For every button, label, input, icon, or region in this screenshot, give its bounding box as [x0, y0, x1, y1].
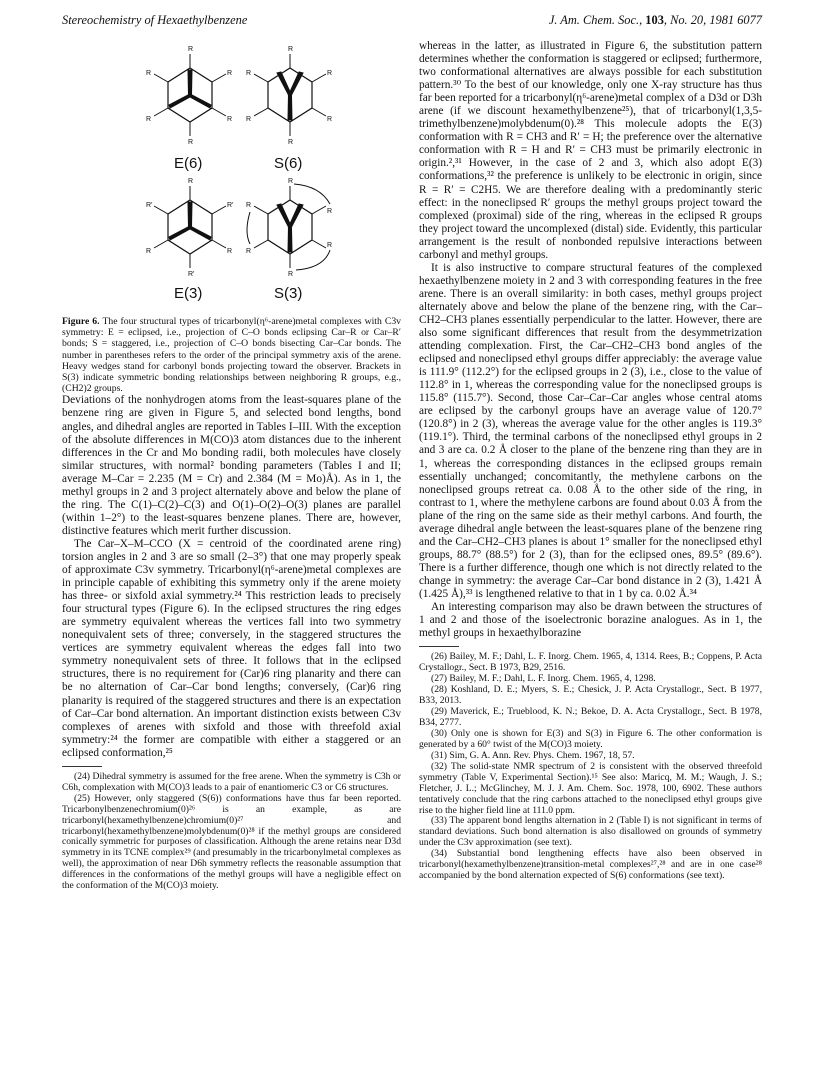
footnote: (24) Dihedral symmetry is assumed for the free arene. When the symmetry is C3h or C6h, complexation with M(CO)3 leads to a pair of enantiomeric C3 or C6 structures. — [62, 770, 401, 793]
svg-text:R: R — [327, 70, 333, 77]
label-s3: S(3) — [274, 285, 303, 302]
svg-text:R: R — [288, 271, 294, 278]
footnote: (33) The apparent bond lengths alternation in 2 (Table I) is not significant in terms of standard deviations. Such bond alternation is also disallowed on grounds of symmetry under the C3v approximation (see text). — [419, 815, 762, 849]
footnote: (26) Bailey, M. F.; Dahl, L. F. Inorg. Chem. 1965, 4, 1314. Rees, B.; Coppens, P. Acta Crystallogr., Sect. B 1973, B29, 2516. — [419, 651, 762, 674]
svg-text:R: R — [246, 70, 252, 77]
paragraph: The Car–X–M–CCO (X = centroid of the coordinated arene ring) torsion angles in 2 and 3 are so small (2–3°) that one may properly speak of approximate C3v symmetry. Tricarbonyl(η⁶-arene)metal complexes are in principle capable of exhibiting this symmetry only if the arene moiety has three- or sixfold axial symmetry.²⁴ This restriction leads to precisely four structural types (Figure 6). In the eclipsed structures the ring edges are symmetry equivalent whereas the vertices fall into two symmetry nonequivalent sets of three; conversely, in the staggered structures the vertices are symmetry equivalent whereas the edges fall into two symmetry nonequivalent sets of three. It follows that in the eclipsed structures, there is no requirement for (Car)6 ring planarity and there can be no alternation of Car–Car bond lengths; conversely, (Car)6 ring planarity is required of the staggered structures and there is an expectation of Car–Car bond alternation. An important distinction exists between C3v complexes of arenes with sixfold and those with threefold axial symmetry:²⁴ the former are compatible with either a staggered or an eclipsed conformation,²⁵ — [62, 537, 401, 759]
footnote: (30) Only one is shown for E(3) and S(3) in Figure 6. The other conformation is generated by a 60° twist of the M(CO)3 moiety. — [419, 727, 762, 750]
svg-text:R: R — [246, 116, 252, 123]
svg-text:R′: R′ — [227, 202, 234, 209]
figure-6 — [62, 40, 401, 302]
footnote: (27) Bailey, M. F.; Dahl, L. F. Inorg. Chem. 1965, 4, 1298. — [431, 673, 656, 685]
svg-text:R′: R′ — [146, 202, 153, 209]
right-column — [419, 40, 762, 882]
footnote-rule — [62, 766, 102, 767]
footnote: (34) Substantial bond lengthening effects have also been observed in tricarbonyl(hexamethylbenzene)transition-metal complexes²⁷,²⁸ and are in one case²⁸ accompanied by the bond alternation expected of S(6) conformations (see text). — [419, 848, 762, 882]
label-e3: E(3) — [174, 285, 203, 302]
figure-caption: Figure 6. The four structural types of tricarbonyl(η⁶-arene)metal complexes with C3v symmetry: E = eclipsed, i.e., projection of C–O bonds eclipsing Car–R or Car–R′ bonds; S = staggered, i.e., projection of C–O bonds bisecting Car–Car bonds. The number in parentheses refers to the order of the principal symmetry axis of the arene. Heavy wedges stand for carbonyl bonds projecting toward the observer. Brackets in S(3) indicate symmetric bonding relationships between neighboring R groups, e.g., (CH2)2 groups. — [62, 316, 402, 395]
running-title: Stereochemistry of Hexaethylbenzene — [62, 13, 248, 27]
structure-e3 — [146, 178, 234, 278]
footnote: (25) However, only staggered (S(6)) conformations have thus far been reported. Tricarbonylbenzenechromium(0)²⁶ is an example, as are tricarbonyl(hexamethylbenzene)chromium(0)²⁷ and tricarbonyl(hexamethylbenzene)molybdenum(0)²⁸ if the methyl groups are considered conically symmetric for purposes of classification. Although the arene retains near D3d symmetry in its TCNE complex²⁹ (and presumably in the tricarbonylmetal complexes as well), the approximation of near D6h symmetry reflects the reasonable assumption that differences in the conformations of the methyl groups will have a negligible effect on the conformation of the M(CO)3 moiety. — [62, 792, 401, 892]
svg-text:R: R — [146, 248, 152, 255]
footnote: (28) Koshland, D. E.; Myers, S. E.; Chesick, J. P. Acta Crystallogr., Sect. B 1977, B33, 2013. — [419, 684, 762, 706]
label-e6: E(6) — [174, 155, 203, 172]
paragraph: An interesting comparison may also be drawn between the structures of 1 and 2 and those of the isoelectronic borazine analogues. As in 1, the methyl groups in hexaethylborazine — [419, 601, 762, 640]
running-header — [62, 13, 762, 31]
svg-text:R: R — [188, 178, 194, 185]
svg-text:R: R — [146, 70, 152, 77]
svg-text:R: R — [227, 116, 233, 123]
paragraph: Deviations of the nonhydrogen atoms from the least-squares plane of the benzene ring are given in Figure 5, and selected bond lengths, bond angles, and dihedral angles are reported in Tables I–III. With the exception of the absolute differences in M(CO)3 atom distances due to the inherent differences in the Cr and Mo bonding radii, both molecules have closely similar structures, with normal² bonding parameters (Tables I and II; average M–Car = 2.235 (M = Cr) and 2.384 (M = Mo)Å). As in 1, the methyl groups in 2 and 3 project alternately above and below the plane of the ring. The C(1)–C(2)–C(3) and O(1)–O(2)–O(3) planes are parallel (within 1–2°) to the least-squares benzene planes. There are, however, distinctive features which merit further discussion. — [62, 394, 401, 537]
svg-text:R: R — [288, 178, 294, 185]
journal-citation: J. Am. Chem. Soc., 103, No. 20, 1981 6077 — [548, 13, 762, 27]
paragraph: It is also instructive to compare structural features of the complexed hexaethylbenzene moiety in 2 and 3 with corresponding features in the free arene. There is an overall similarity: in both cases, methyl groups project alternately above and below the plane of the benzene ring, with the Car–CH2–CH3 planes essentially perpendicular to the latter. However, there are also some significant differences that result from the desymmetrization attending complexation. First, the Car–CH2–CH3 bond angles of the eclipsed and noneclipsed ethyl groups differ appreciably: the average value is 111.9° (112.2°) for the eclipsed groups in 2 (3), i.e., close to the value of 112.8° in 1, whereas the corresponding value for the noneclipsed groups is 115.8° (115.7°). Second, those Car–Car–Car angles whose central atoms are eclipsed by the carbonyl groups have an average value of 120.7° (120.8°) in 2 (3), whereas the average value for the other angles is 119.3° (119.1°). Third, the terminal carbons of the noneclipsed ethyl groups in 2 and 3 are ca. 0.2 Å closer to the plane of the benzene ring than they are in 1, whereas the corresponding distances in the eclipsed groups remain essentially unchanged; concomitantly, the methylene carbons on the noneclipsed groups retreat ca. 0.08 Å to the other side of the ring, in contrast to 1, where the methylene carbons are found about 0.03 Å from the plane of the ring on the same side as their methyl carbons. And fourth, the average dihedral angle between the least-squares plane of the benzene ring and the Car–CH2–CH3 planes is about 1° smaller for the noneclipsed ethyl groups, 88.7° (88.5°) for 2 (3), than for the eclipsed ones, 89.5° (89.6°). There is a further difference, though one which is not directly related to the change in symmetry: the average Car–Car bond distance in 2 (3), 1.421 Å (1.425 Å),³³ is lengthened relative to that in 1 by ca. 0.02 Å.³⁴ — [419, 261, 762, 600]
svg-text:R: R — [227, 70, 233, 77]
footnote: (32) The solid-state NMR spectrum of 2 is consistent with the observed threefold symmetry (Table V, Experimental Section).¹⁵ See also: Maricq, M. M.; Waugh, J. S.; Fletcher, J. L.; McGlinchey, M. J. J. Am. Chem. Soc. 1978, 100, 6902. These authors tentatively conclude that the ring carbons attached to the noneclipsed ethyl groups give rise to the higher field line at 111.0 ppm. — [419, 760, 762, 816]
svg-text:R: R — [327, 242, 333, 249]
svg-text:R: R — [188, 46, 194, 53]
footnote: (31) Sim, G. A. Ann. Rev. Phys. Chem. 1967, 18, 57. — [431, 749, 635, 761]
svg-text:R: R — [288, 46, 294, 53]
svg-text:R: R — [188, 139, 194, 146]
footnote-rule — [419, 646, 459, 647]
structure-s3 — [246, 178, 332, 278]
paragraph: whereas in the latter, as illustrated in Figure 6, the substitution pattern determines whether the conformation is staggered or eclipsed; furthermore, two conformational alternatives are always possible for each substitution pattern.³⁰ To the best of our knowledge, only one X-ray structure has thus far been reported for a tricarbonyl(η⁶-arene)metal complex of a D3d or D3h arene (if we discount hexamethylbenzene²⁵), that of tricarbonyl(1,3,5-trimethylbenzene)molybdenum(0).²⁸ This molecule adopts the E(3) conformation with R = CH3 and R′ = H; the preference over the alternative conformation with R = H and R′ = CH3 must be primarily electronic in origin.²,³¹ However, in the case of 2 and 3, which also adopt E(3) conformations,³² the preference is unlikely to be electronic in origin, since R = R′ = C2H5. We are therefore dealing with a predominantly steric effect: in the noneclipsed R′ groups the methyl groups project toward the complexed (proximal) side of the ring, whereas in the eclipsed R groups they project toward the uncomplexed (distal) side. Evidently, this particular arrangement is the result of nonbonded repulsive interactions between carbonyl and methyl groups. — [419, 40, 762, 261]
svg-text:R: R — [246, 202, 252, 209]
structure-e6 — [146, 46, 232, 146]
svg-text:R: R — [146, 116, 152, 123]
svg-text:R: R — [327, 208, 333, 215]
structure-s6 — [246, 46, 332, 146]
figure-6-drawing — [62, 40, 401, 302]
label-s6: S(6) — [274, 155, 303, 172]
svg-text:R: R — [246, 248, 252, 255]
left-column — [62, 40, 401, 892]
svg-text:R′: R′ — [188, 271, 195, 278]
svg-text:R: R — [227, 248, 233, 255]
svg-text:R: R — [327, 116, 333, 123]
svg-text:R: R — [288, 139, 294, 146]
footnote: (29) Maverick, E.; Trueblood, K. N.; Bekoe, D. A. Acta Crystallogr., Sect. B 1978, B34, 2777. — [419, 705, 762, 728]
